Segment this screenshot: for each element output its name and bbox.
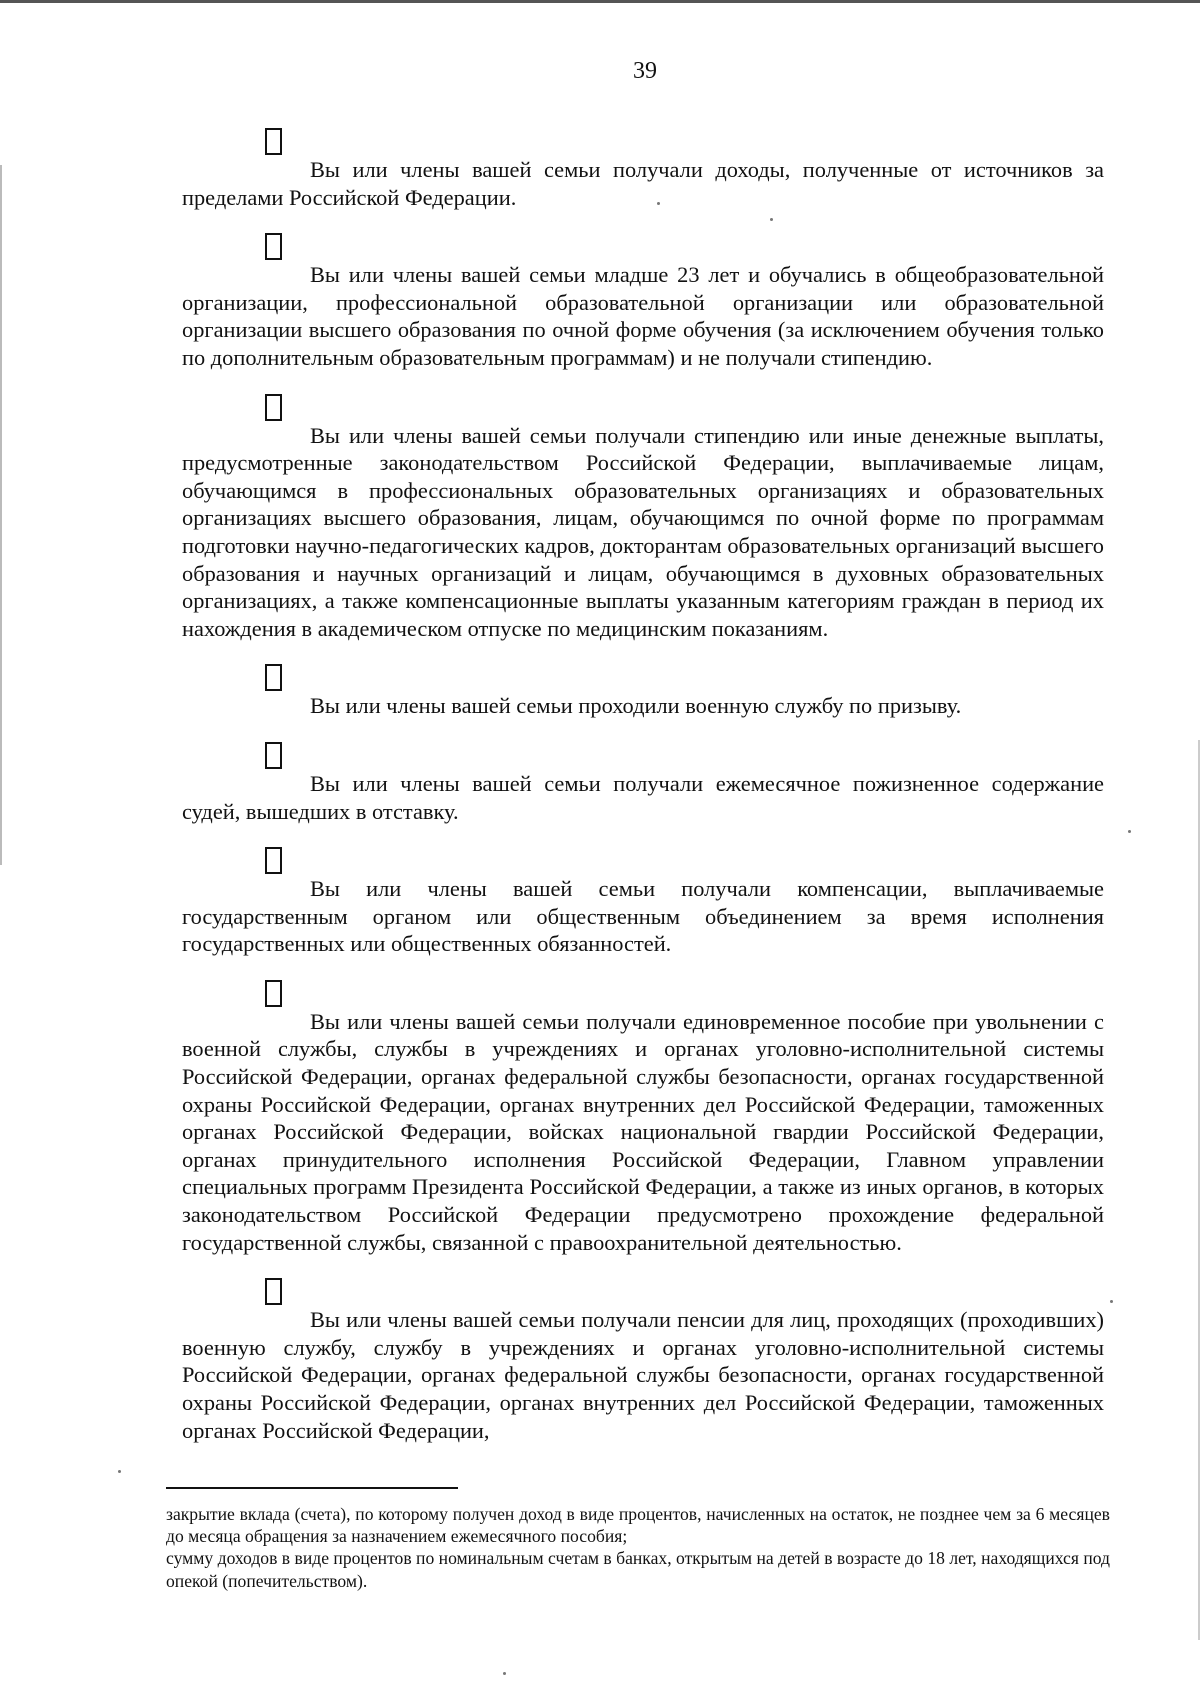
scan-speck bbox=[1128, 830, 1131, 833]
page-number: 39 bbox=[633, 58, 657, 84]
footnote-paragraph: закрытие вклада (счета), по которому получен доход в виде процентов, начисленных на остаток, не позднее чем за 6 месяцев до месяца обращения за назначением ежемесячного пособия; bbox=[166, 1504, 1110, 1547]
checklist-item-text: Вы или члены вашей семьи получали компенсации, выплачиваемые государственным органом или общественным объединением за время исполнения государственных или общественных обязанностей. bbox=[182, 876, 1104, 957]
checklist-item bbox=[182, 394, 1104, 643]
footnotes bbox=[166, 1503, 1110, 1592]
checkbox-military-conscription[interactable] bbox=[265, 664, 282, 691]
checklist-item bbox=[182, 847, 1104, 958]
checklist-item bbox=[182, 1278, 1104, 1444]
checklist-item bbox=[182, 233, 1104, 371]
checklist-item-text: Вы или члены вашей семьи получали единовременное пособие при увольнении с военной службы, службы в учреждениях и органах уголовно-исполнительной системы Российской Федерации, органах федеральной службы безопасности, органах государственной охраны Российской Федерации, органах внутренних дел Российской Федерации, таможенных органах Российской Федерации, войсках национальной гвардии Российской Федерации, органах принудительного исполнения Российской Федерации, Главном управлении специальных программ Президента Российской Федерации, а также из иных органов, в которых законодательством Российской Федерации предусмотрено прохождение федеральной государственной службы, связанной с правоохранительной деятельностью. bbox=[182, 1008, 1104, 1255]
checkbox-dismissal-allowance[interactable] bbox=[265, 980, 282, 1007]
checklist-item-text: Вы или члены вашей семьи получали доходы, полученные от источников за пределами Российской Федерации. bbox=[182, 157, 1104, 210]
scan-speck bbox=[1110, 1300, 1113, 1303]
checkbox-foreign-income[interactable] bbox=[265, 128, 282, 155]
checklist-item-text: Вы или члены вашей семьи младше 23 лет и обучались в общеобразовательной организации, профессиональной образовательной организации или образовательной организации высшего образования по очной форме обучения (за исключением обучения только по дополнительным образовательным программам) и не получали стипендию. bbox=[182, 262, 1104, 370]
checkbox-service-pension[interactable] bbox=[265, 1278, 282, 1305]
checklist-item-text: Вы или члены вашей семьи проходили военную службу по призыву. bbox=[310, 693, 962, 719]
checkbox-retired-judges[interactable] bbox=[265, 742, 282, 769]
checkbox-public-duties-compensation[interactable] bbox=[265, 847, 282, 874]
footnote-separator bbox=[166, 1487, 458, 1489]
scan-edge-top bbox=[0, 0, 1200, 3]
scan-speck bbox=[503, 1672, 506, 1675]
scan-speck bbox=[657, 202, 660, 205]
footnote-paragraph: сумму доходов в виде процентов по номинальным счетам в банках, открытым на детей в возрасте до 18 лет, находящихся под опекой (попечительством). bbox=[166, 1548, 1110, 1591]
checklist-item-text: Вы или члены вашей семьи получали пенсии для лиц, проходящих (проходивших) военную службу, службу в учреждениях и органах уголовно-исполнительной системы Российской Федерации, органах федеральной службы безопасности, органах государственной охраны Российской Федерации, органах внутренних дел Российской Федерации, таможенных органах Российской Федерации, bbox=[182, 1307, 1104, 1443]
checklist bbox=[182, 128, 1104, 1466]
checklist-item-text: Вы или члены вашей семьи получали ежемесячное пожизненное содержание судей, вышедших в отставку. bbox=[182, 770, 1104, 824]
scan-edge-left bbox=[0, 165, 2, 865]
scan-speck bbox=[770, 218, 773, 221]
checklist-item bbox=[182, 742, 1104, 825]
checklist-item bbox=[182, 664, 1104, 720]
checklist-item bbox=[182, 980, 1104, 1256]
checkbox-student-under-23[interactable] bbox=[265, 233, 282, 260]
checkbox-stipend[interactable] bbox=[265, 394, 282, 421]
checklist-item-text: Вы или члены вашей семьи получали стипендию или иные денежные выплаты, предусмотренные законодательством Российской Федерации, выплачиваемые лицам, обучающимся в профессиональных образовательных организациях и образовательных организациях высшего образования, лицам, обучающимся по очной форме по программам подготовки научно-педагогических кадров, докторантам образовательных организаций высшего образования и научных организаций и лицам, обучающимся в духовных образовательных организациях, а также компенсационные выплаты указанным категориям граждан в период их нахождения в академическом отпуске по медицинским показаниям. bbox=[182, 422, 1104, 641]
scan-speck bbox=[118, 1470, 121, 1473]
checklist-item bbox=[182, 128, 1104, 211]
